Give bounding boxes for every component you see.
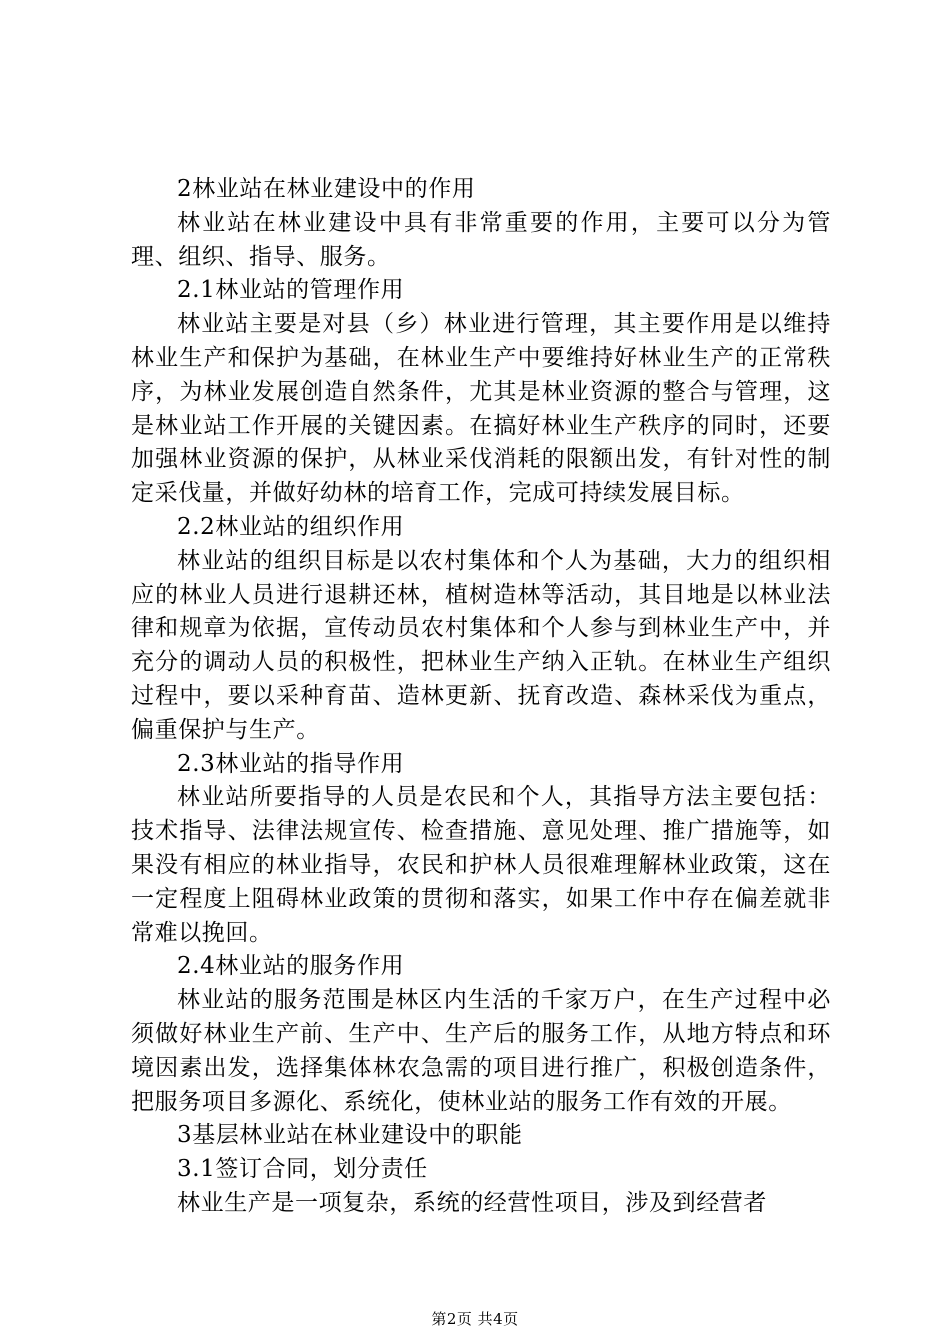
section-heading-3-1: 3.1签订合同，划分责任: [177, 1156, 428, 1183]
section-heading-2-4: 2.4林业站的服务作用: [177, 953, 405, 980]
section-heading-3: 3基层林业站在林业建设中的职能: [177, 1122, 523, 1149]
section-heading-2-2: 2.2林业站的组织作用: [177, 513, 405, 540]
paragraph-organization: 林业站的组织目标是以农村集体和个人为基础，大力的组织相应的林业人员进行退耕还林，植树造林等活动，其目地是以林业法律和规章为依据，宣传动员农村集体和个人参与到林业生产中，并充分的调动人员的积极性，把林业生产纳入正轨。在林业生产组织过程中，要以采种育苗、造林更新、抚育改造、森林采伐为重点，偏重保护与生产。: [131, 547, 831, 743]
paragraph-service: 林业站的服务范围是林区内生活的千家万户，在生产过程中必须做好林业生产前、生产中、生产后的服务工作，从地方特点和环境因素出发，选择集体林农急需的项目进行推广，积极创造条件，把服务项目多源化、系统化，使林业站的服务工作有效的开展。: [131, 987, 831, 1115]
section-heading-2-1: 2.1林业站的管理作用: [177, 277, 405, 304]
paragraph-management: 林业站主要是对县（乡）林业进行管理，其主要作用是以维持林业生产和保护为基础，在林业生产中要维持好林业生产的正常秩序，为林业发展创造自然条件，尤其是林业资源的整合与管理，这是林业站工作开展的关键因素。在搞好林业生产秩序的同时，还要加强林业资源的保护，从林业采伐消耗的限额出发，有针对性的制定采伐量，并做好幼林的培育工作，完成可持续发展目标。: [131, 311, 831, 507]
paragraph-intro: 林业站在林业建设中具有非常重要的作用，主要可以分为管理、组织、指导、服务。: [131, 209, 831, 270]
paragraph-guidance: 林业站所要指导的人员是农民和个人，其指导方法主要包括：技术指导、法律法规宣传、检查措施、意见处理、推广措施等，如果没有相应的林业指导，农民和护林人员很难理解林业政策，这在一定程度上阻碍林业政策的贯彻和落实，如果工作中存在偏差就非常难以挽回。: [131, 784, 831, 946]
paragraph-contract: 林业生产是一项复杂，系统的经营性项目，涉及到经营者: [177, 1189, 767, 1216]
document-body: [131, 173, 831, 1221]
section-heading-2-3: 2.3林业站的指导作用: [177, 750, 405, 777]
section-heading-2: 2林业站在林业建设中的作用: [177, 176, 476, 202]
page-number-footer: 第2页 共4页: [431, 1310, 519, 1328]
